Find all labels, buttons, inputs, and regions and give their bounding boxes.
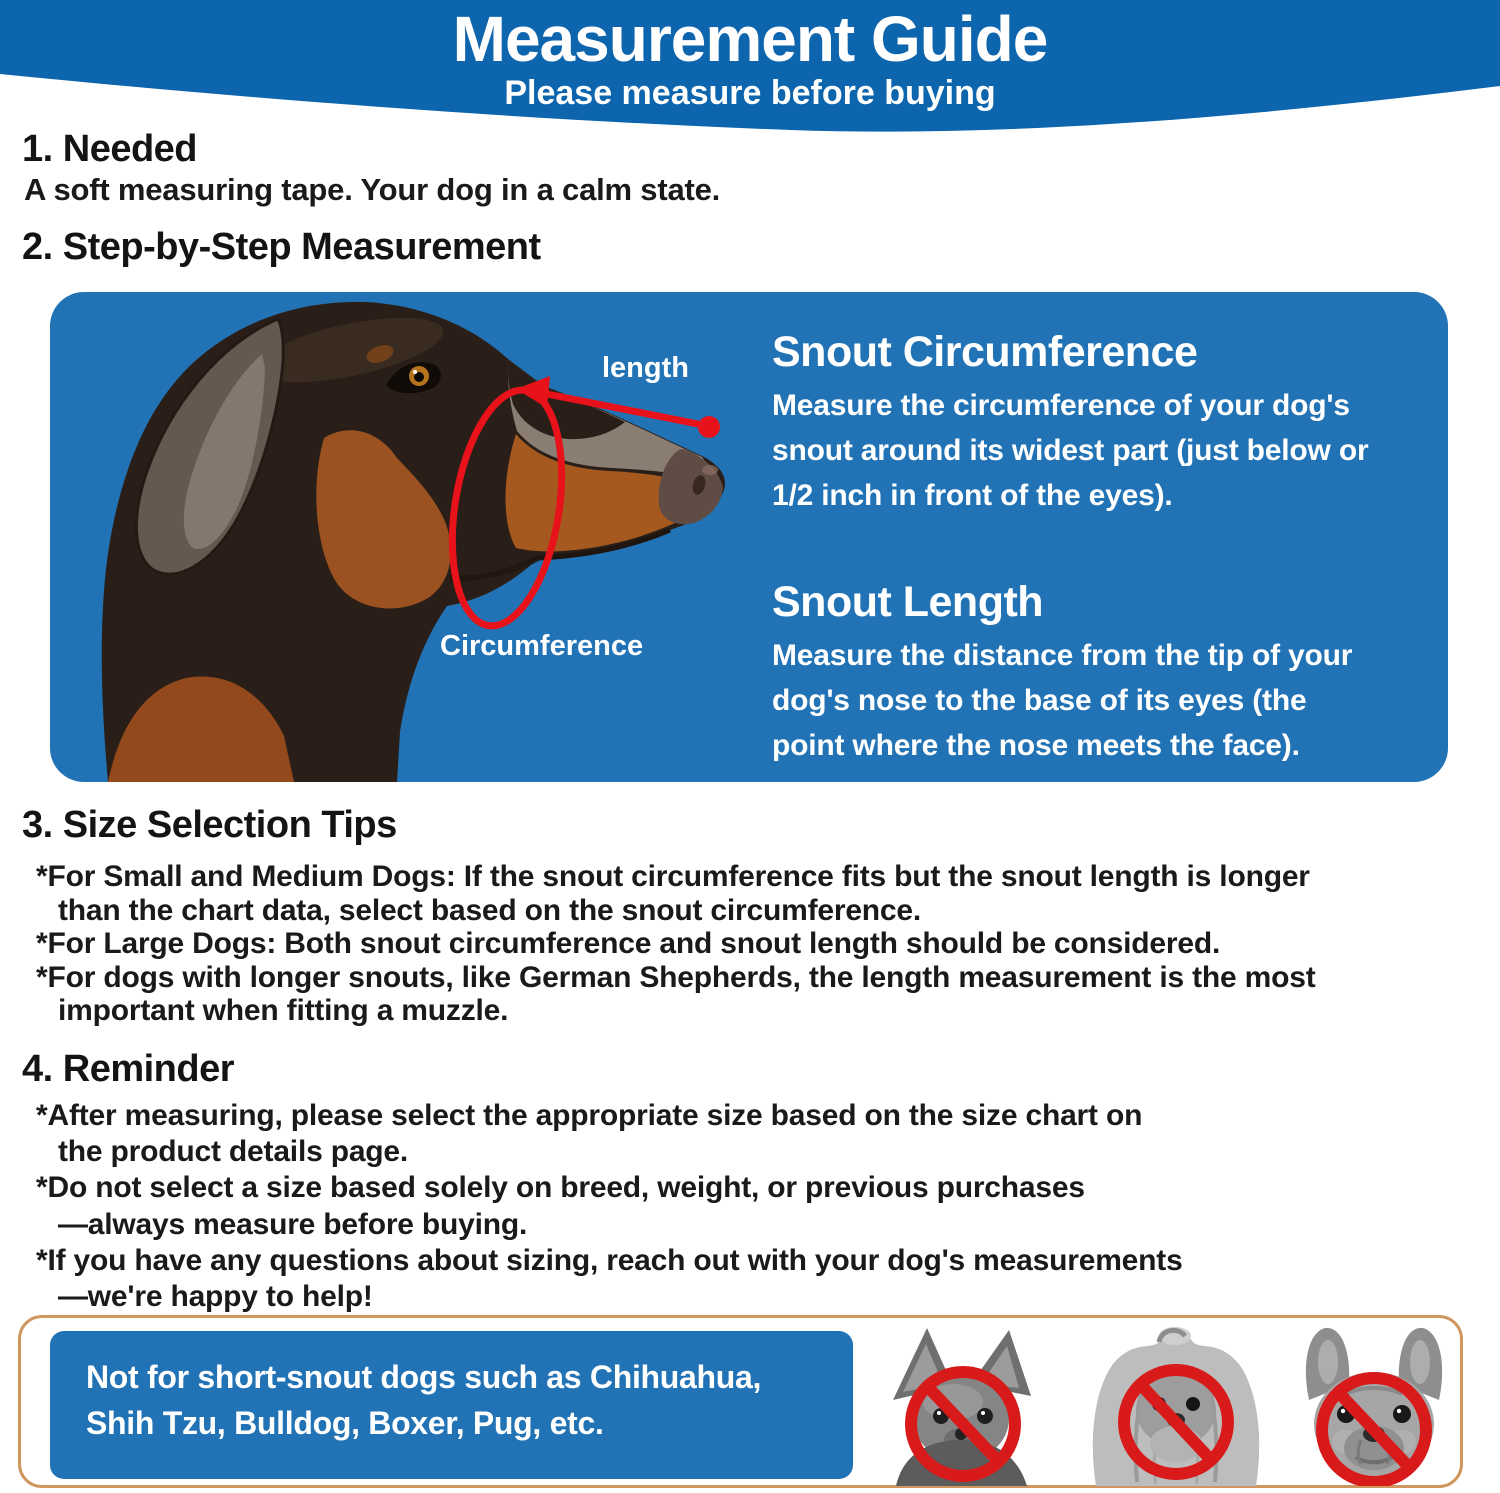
- snout-circumference-line: 1/2 inch in front of the eyes).: [772, 479, 1173, 512]
- measurement-panel: [50, 292, 1448, 782]
- snout-circumference-heading: Snout Circumference: [772, 328, 1198, 376]
- snout-circumference-line: Measure the circumference of your dog's: [772, 389, 1350, 422]
- tips-line: important when fitting a muzzle.: [58, 994, 509, 1027]
- header-banner: [0, 0, 1500, 145]
- steps-heading: 2. Step-by-Step Measurement: [22, 226, 541, 268]
- reminder-line: *If you have any questions about sizing, reach out with your dog's measurements: [36, 1243, 1183, 1277]
- snout-length-line: dog's nose to the base of its eyes (the: [772, 684, 1307, 717]
- reminder-line: —always measure before buying.: [58, 1207, 528, 1241]
- snout-circumference-line: snout around its widest part (just below or: [772, 434, 1369, 467]
- shih-tzu-icon: [1093, 1327, 1259, 1486]
- warning-line: Not for short-snout dogs such as Chihuahua,: [86, 1359, 762, 1395]
- page-title: Measurement Guide: [452, 3, 1048, 75]
- circumference-label: Circumference: [440, 630, 644, 662]
- reminder-line: —we're happy to help!: [58, 1280, 373, 1314]
- warning-box: [18, 1315, 1463, 1488]
- tips-line: *For Small and Medium Dogs: If the snout circumference fits but the snout length is longer: [36, 860, 1310, 893]
- tips-heading: 3. Size Selection Tips: [22, 804, 397, 846]
- needed-heading: 1. Needed: [22, 128, 198, 170]
- reminder-line: the product details page.: [58, 1135, 409, 1169]
- warning-text-panel: [50, 1331, 853, 1479]
- reminder-heading: 4. Reminder: [22, 1048, 235, 1090]
- excluded-breeds-illustration: [841, 1322, 1471, 1486]
- tips-line: *For dogs with longer snouts, like German Shepherds, the length measurement is the most: [36, 960, 1316, 994]
- snout-length-line: point where the nose meets the face).: [772, 729, 1300, 762]
- warning-line: Shih Tzu, Bulldog, Boxer, Pug, etc.: [86, 1405, 604, 1441]
- page-subtitle: Please measure before buying: [504, 74, 996, 112]
- snout-length-line: Measure the distance from the tip of your: [772, 639, 1353, 672]
- tips-line: *For Large Dogs: Both snout circumference and snout length should be considered.: [36, 927, 1221, 960]
- tips-line: than the chart data, select based on the snout circumference.: [58, 893, 922, 927]
- snout-length-heading: Snout Length: [772, 578, 1044, 626]
- needed-body: A soft measuring tape. Your dog in a calm state.: [24, 172, 721, 207]
- reminder-line: *After measuring, please select the appropriate size based on the size chart on: [36, 1099, 1143, 1132]
- reminder-line: *Do not select a size based solely on breed, weight, or previous purchases: [36, 1171, 1085, 1205]
- length-label: length: [602, 352, 689, 384]
- tips-list: [22, 860, 1316, 1028]
- reminder-list: [22, 1098, 1183, 1315]
